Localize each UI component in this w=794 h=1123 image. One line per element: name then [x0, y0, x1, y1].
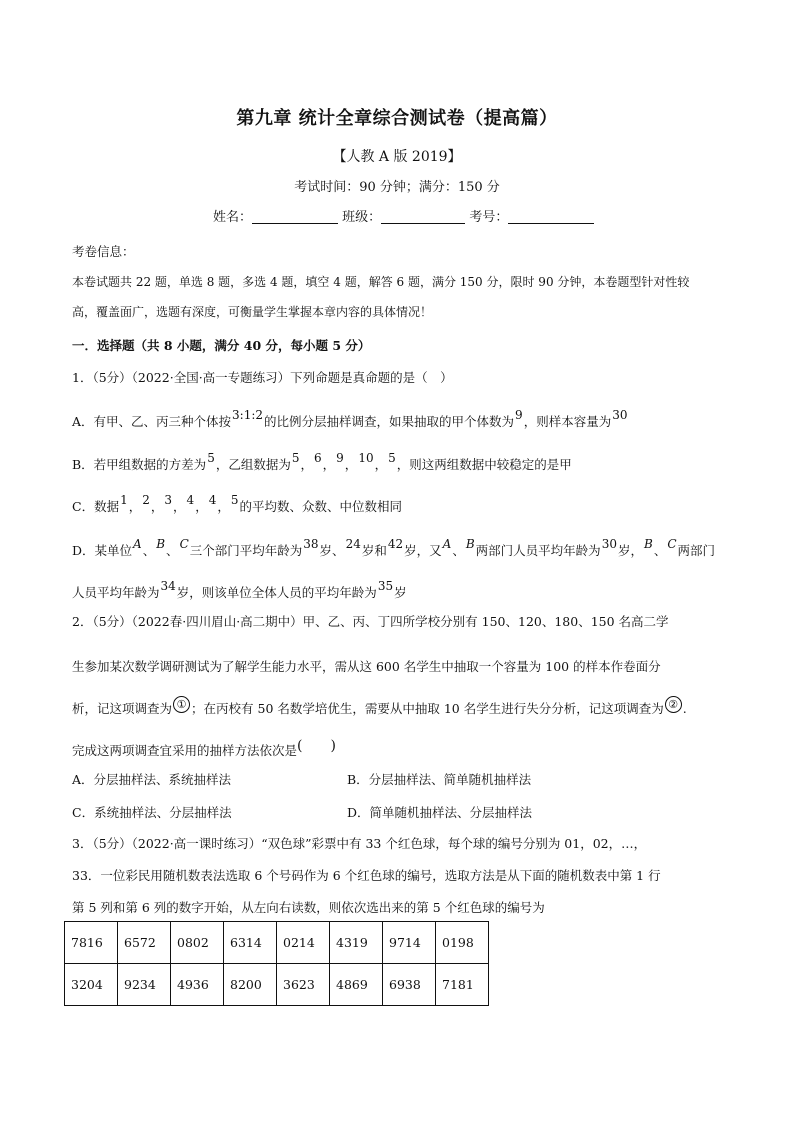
table-cell: 9714 [383, 922, 436, 964]
q1-option-d: D．某单位A、B、C三个部门平均年龄为38岁、24岁和42岁，又A、B两部门人员平均年龄为30岁，B、C两部门 [72, 537, 716, 558]
q1-option-d-cont: 人员平均年龄为34岁，则该单位全体人员的平均年龄为35岁 [72, 579, 407, 600]
table-cell: 3623 [277, 964, 330, 1006]
info-line: 本卷试题共 22 题，单选 8 题，多选 4 题，填空 4 题，解答 6 题，满分 150 分，限时 90 分钟，本卷题型针对性较 [72, 275, 690, 289]
table-cell: 4936 [171, 964, 224, 1006]
table-cell: 0214 [277, 922, 330, 964]
table-cell: 4319 [330, 922, 383, 964]
question-3-stem: 33．一位彩民用随机数表法选取 6 个号码作为 6 个红色球的编号，选取方法是从下面的随机数表中第 1 行 [72, 868, 661, 883]
table-cell: 8200 [224, 964, 277, 1006]
table-cell: 6572 [118, 922, 171, 964]
circled-one: ① [173, 696, 190, 713]
name-label: 姓名： [213, 210, 253, 225]
edition-label: 【人教 A 版 2019】 [332, 149, 462, 165]
page-title: 第九章 统计全章综合测试卷（提高篇） [236, 108, 558, 129]
q2-option-d: D．简单随机抽样法、分层抽样法 [347, 805, 533, 820]
info-heading: 考卷信息： [72, 244, 135, 259]
q1-option-c: C．数据1，2，3，4，4，5的平均数、众数、中位数相同 [72, 493, 403, 514]
table-row [65, 922, 489, 964]
info-line: 高，覆盖面广，选题有深度，可衡量学生掌握本章内容的具体情况！ [72, 305, 433, 319]
section-heading: 一．选择题（共 8 小题，满分 40 分，每小题 5 分） [72, 338, 371, 353]
question-2-stem: 生参加某次数学调研测试为了解学生能力水平，需从这 600 名学生中抽取一个容量为 100 的样本作卷面分 [72, 659, 661, 674]
question-3-stem: 3．（5分）（2022·高一课时练习）“双色球”彩票中有 33 个红色球，每个球的编号分别为 01，02，…， [72, 836, 647, 851]
table-cell: 7181 [436, 964, 489, 1006]
q1-option-a: A．有甲、乙、丙三种个体按3:1:2的比例分层抽样调查，如果抽取的甲个体数为9，则样本容量为30 [72, 408, 628, 429]
circled-two: ② [665, 696, 682, 713]
question-2-stem: 完成这两项调查宜采用的抽样方法依次是( ) [72, 738, 336, 758]
q2-option-a: A．分层抽样法、系统抽样法 [72, 772, 232, 787]
table-cell: 0198 [436, 922, 489, 964]
table-cell: 3204 [65, 964, 118, 1006]
table-cell: 7816 [65, 922, 118, 964]
table-cell: 4869 [330, 964, 383, 1006]
class-field[interactable] [381, 209, 465, 224]
question-2-stem: 析，记这项调查为 ① ；在丙校有 50 名数学培优生，需要从中抽取 10 名学生进行失分分析，记这项调查为 ② . [72, 698, 687, 716]
table-cell: 9234 [118, 964, 171, 1006]
class-label: 班级： [342, 210, 382, 225]
table-cell: 6938 [383, 964, 436, 1006]
table-cell: 6314 [224, 922, 277, 964]
name-field[interactable] [252, 209, 338, 224]
q2-option-c: C．系统抽样法、分层抽样法 [72, 805, 232, 820]
q2-option-b: B．分层抽样法、简单随机抽样法 [347, 772, 532, 787]
table-cell: 0802 [171, 922, 224, 964]
student-info-fields [213, 206, 594, 225]
exam-time-info: 考试时间：90 分钟；满分：150 分 [294, 180, 500, 195]
exam-number-field[interactable] [508, 209, 594, 224]
table-row [65, 964, 489, 1006]
number-label: 考号： [469, 210, 509, 225]
question-3-stem: 第 5 列和第 6 列的数字开始，从左向右读数，则依次选出来的第 5 个红色球的编号为 [72, 900, 545, 915]
random-number-table [64, 921, 489, 1006]
question-2-stem: 2．（5分）（2022春·四川眉山·高二期中）甲、乙、丙、丁四所学校分别有 150、120、180、150 名高二学 [72, 614, 669, 629]
q1-option-b: B．若甲组数据的方差为5，乙组数据为5，6，9，10，5，则这两组数据中较稳定的是甲 [72, 451, 572, 472]
question-1-stem: 1．（5分）（2022·全国·高一专题练习）下列命题是真命题的是（ ） [72, 370, 453, 385]
